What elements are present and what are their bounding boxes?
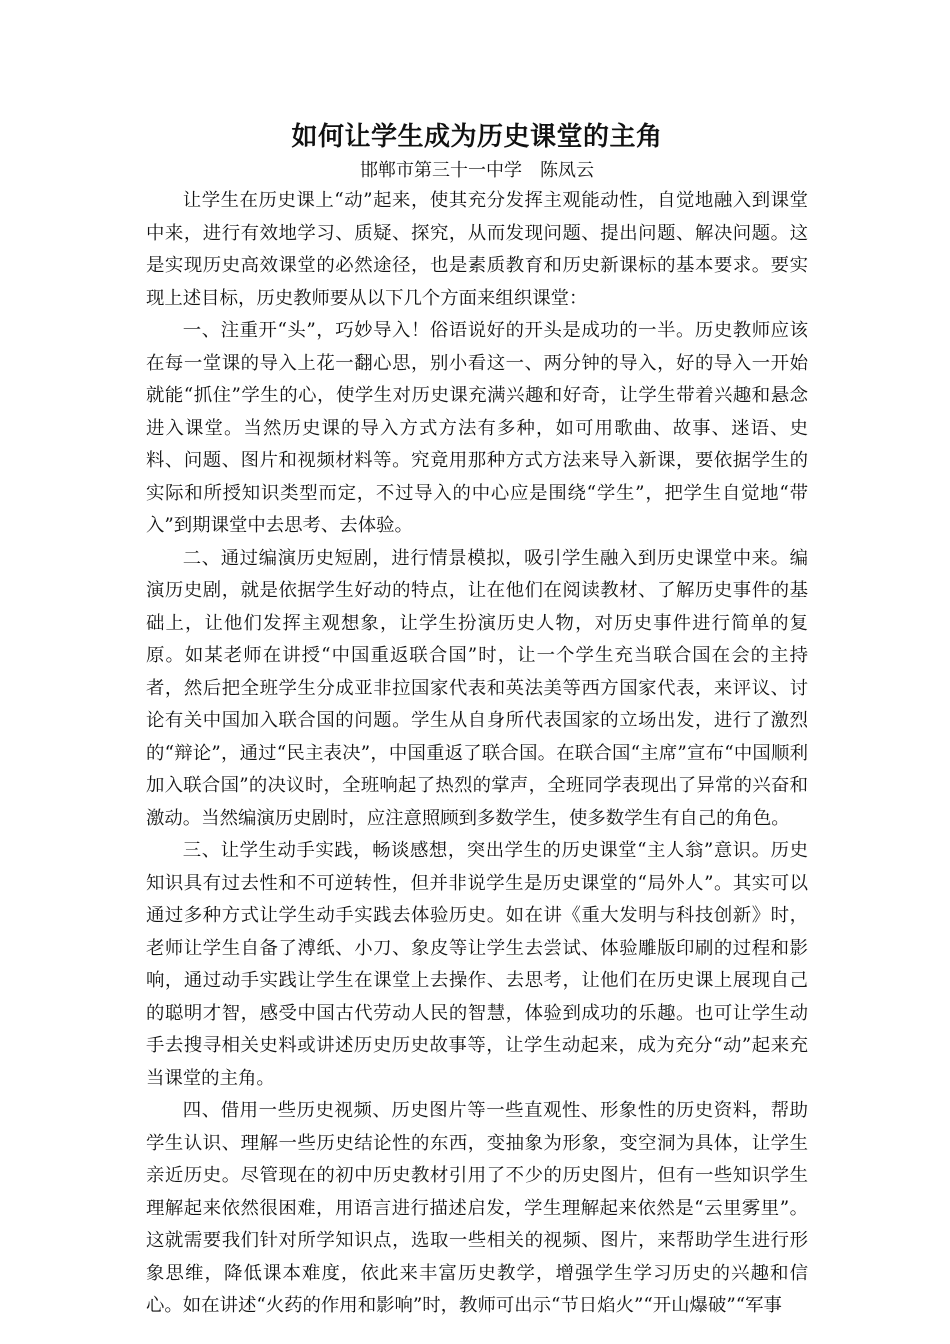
author-byline: 邯郸市第三十一中学 陈凤云 — [360, 160, 594, 181]
paragraph-intro: 让学生在历史课上“动”起来，使其充分发挥主观能动性，自觉地融入到课堂中来，进行有效地学习、质疑、探究，从而发现问题、提出问题、解决问题。这是实现历史高效课堂的必然途径，也是素质教育和历史新课标的基本要求。要实现上述目标，历史教师要从以下几个方面来组织课堂： — [146, 190, 808, 309]
paragraph-section-2: 二、通过编演历史短剧，进行情景模拟，吸引学生融入到历史课堂中来。编演历史剧，就是依据学生好动的特点，让在他们在阅读教材、了解历史事件的基础上，让他们发挥主观想象，让学生扮演历史人物，对历史事件进行简单的复原。如某老师在讲授“中国重返联合国”时，让一个学生充当联合国在会的主持者，然后把全班学生分成亚非拉国家代表和英法美等西方国家代表，来评议、讨论有关中国加入联合国的问题。学生从自身所代表国家的立场出发，进行了激烈的“辩论”，通过“民主表决”，中国重返了联合国。在联合国“主席”宣布“中国顺利加入联合国”的决议时，全班响起了热烈的掌声，全班同学表现出了异常的兴奋和激动。当然编演历史剧时，应注意照顾到多数学生，使多数学生有自己的角色。 — [146, 547, 808, 829]
paragraph-section-1: 一、注重开“头”，巧妙导入！俗语说好的开头是成功的一半。历史教师应该在每一堂课的导入上花一翻心思，别小看这一、两分钟的导入，好的导入一开始就能“抓住”学生的心，使学生对历史课充满兴趣和好奇，让学生带着兴趣和悬念进入课堂。当然历史课的导入方式方法有多种，如可用歌曲、故事、迷语、史料、问题、图片和视频材料等。究竟用那种方式方法来导入新课，要依据学生的实际和所授知识类型而定，不过导入的中心应是围绕“学生”，把学生自觉地“带入”到期课堂中去思考、去体验。 — [146, 320, 808, 536]
paragraph-section-3: 三、让学生动手实践，畅谈感想，突出学生的历史课堂“主人翁”意识。历史知识具有过去性和不可逆转性，但并非说学生是历史课堂的“局外人”。其实可以通过多种方式让学生动手实践去体验历史。如在讲《重大发明与科技创新》时，老师让学生自备了溥纸、小刀、象皮等让学生去尝试、体验雕版印刷的过程和影响，通过动手实践让学生在课堂上去操作、去思考，让他们在历史课上展现自己的聪明才智，感受中国古代劳动人民的智慧，体验到成功的乐趣。也可让学生动手去搜寻相关史料或讲述历史历史故事等，让学生动起来，成为充分“动”起来充当课堂的主角。 — [146, 840, 808, 1089]
paragraph-section-4: 四、借用一些历史视频、历史图片等一些直观性、形象性的历史资料，帮助学生认识、理解一些历史结论性的东西，变抽象为形象，变空洞为具体，让学生亲近历史。尽管现在的初中历史教材引用了不少的历史图片，但有一些知识学生理解起来依然很困难，用语言进行描述启发，学生理解起来依然是“云里雾里”。这就需要我们针对所学知识点，选取一些相关的视频、图片，来帮助学生进行形象思维，降低课本难度，依此来丰富历史教学，增强学生学习历史的兴趣和信心。如在讲述“火药的作用和影响”时，教师可出示“节日焰火”“开山爆破”“军事 — [146, 1100, 808, 1316]
document-title: 如何让学生成为历史课堂的主角 — [291, 122, 663, 152]
document-body — [146, 117, 808, 1323]
